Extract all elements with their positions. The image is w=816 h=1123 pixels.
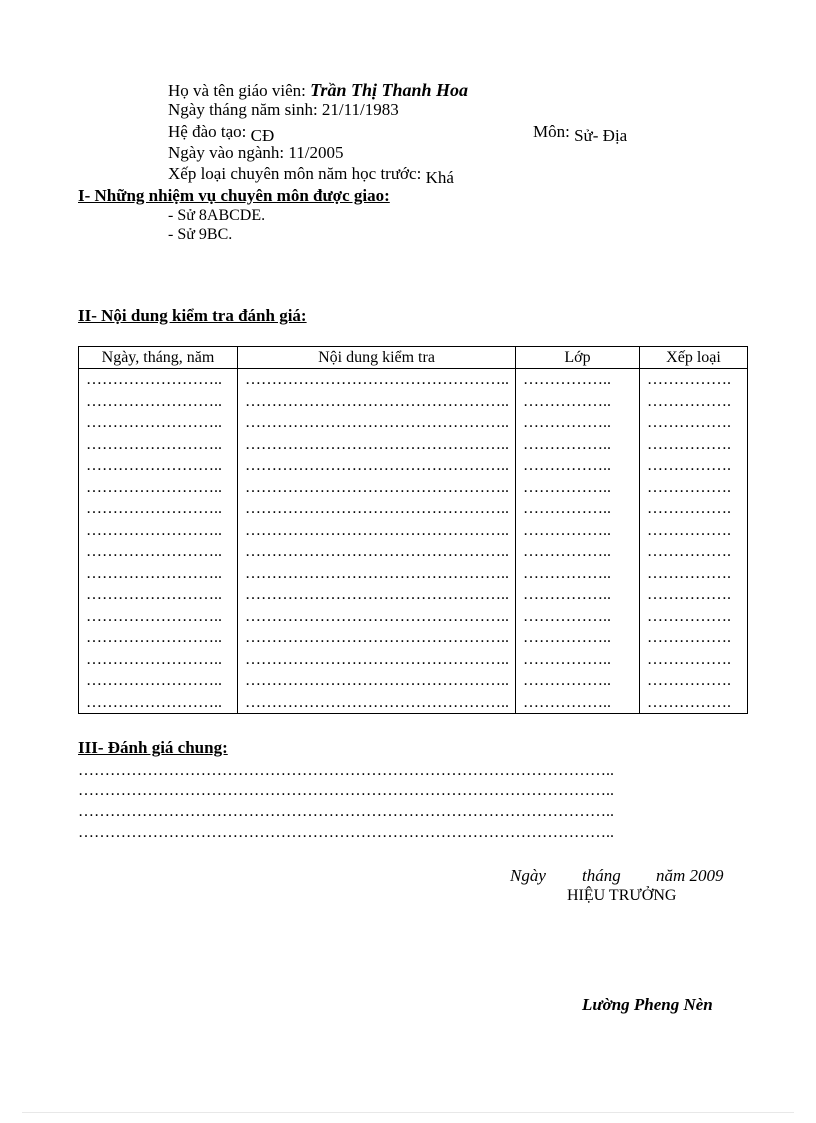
cell-content: ………………………………………….. (238, 584, 516, 606)
cell-date: …………………….. (79, 692, 238, 714)
birth-label: Ngày tháng năm sinh: (168, 100, 318, 119)
table-row (79, 541, 748, 563)
signature-date-year: năm 2009 (656, 866, 724, 885)
cell-content: ………………………………………….. (238, 649, 516, 671)
table-row (79, 498, 748, 520)
comment-line: ……………………………………………………………………………………….. (78, 762, 614, 779)
rating-value: Khá (425, 168, 454, 187)
cell-date: …………………….. (79, 412, 238, 434)
cell-class: …………….. (516, 434, 640, 456)
table-row (79, 627, 748, 649)
cell-content: ………………………………………….. (238, 412, 516, 434)
cell-class: …………….. (516, 520, 640, 542)
page-bottom-rule (22, 1112, 794, 1113)
cell-date: …………………….. (79, 563, 238, 585)
table-row (79, 520, 748, 542)
cell-rating: ……………. (640, 606, 748, 628)
signature-date-month: tháng (582, 866, 621, 885)
comment-line: ……………………………………………………………………………………….. (78, 824, 614, 841)
table-row (79, 434, 748, 456)
cell-date: …………………….. (79, 670, 238, 692)
cell-rating: ……………. (640, 563, 748, 585)
section2-heading: II- Nội dung kiểm tra đánh giá: (78, 306, 307, 325)
cell-rating: ……………. (640, 649, 748, 671)
subject-label: Môn: (533, 122, 570, 141)
table-row (79, 670, 748, 692)
cell-content: ………………………………………….. (238, 477, 516, 499)
table-row (79, 563, 748, 585)
join-value: 11/2005 (288, 143, 344, 162)
cell-content: ………………………………………….. (238, 520, 516, 542)
cell-date: …………………….. (79, 627, 238, 649)
teacher-name-line (168, 80, 468, 101)
table-row (79, 584, 748, 606)
section1-heading: I- Những nhiệm vụ chuyên môn được giao: (78, 186, 390, 205)
section3-heading: III- Đánh giá chung: (78, 738, 228, 757)
signature-name: Lường Pheng Nèn (582, 995, 713, 1014)
cell-rating: ……………. (640, 498, 748, 520)
column-header-date: Ngày, tháng, năm (79, 347, 238, 369)
table-header-row (79, 347, 748, 369)
cell-content: ………………………………………….. (238, 563, 516, 585)
cell-rating: ……………. (640, 520, 748, 542)
cell-content: ………………………………………….. (238, 455, 516, 477)
cell-class: …………….. (516, 391, 640, 413)
cell-class: …………….. (516, 455, 640, 477)
cell-date: …………………….. (79, 649, 238, 671)
cell-class: …………….. (516, 369, 640, 391)
cell-class: …………….. (516, 541, 640, 563)
cell-date: …………………….. (79, 434, 238, 456)
training-value: CĐ (250, 126, 275, 145)
cell-class: …………….. (516, 412, 640, 434)
cell-rating: ……………. (640, 369, 748, 391)
duty-item: - Sử 9BC. (168, 226, 233, 243)
signature-title: HIỆU TRƯỞNG (567, 887, 677, 904)
cell-date: …………………….. (79, 455, 238, 477)
comment-line: ……………………………………………………………………………………….. (78, 782, 614, 799)
table-row (79, 692, 748, 714)
cell-content: ………………………………………….. (238, 369, 516, 391)
table-row (79, 477, 748, 499)
training-line (168, 122, 275, 145)
cell-content: ………………………………………….. (238, 391, 516, 413)
subject-line (533, 122, 628, 145)
cell-rating: ……………. (640, 627, 748, 649)
table-row (79, 369, 748, 391)
teacher-name-value: Trần Thị Thanh Hoa (310, 80, 468, 100)
cell-class: …………….. (516, 584, 640, 606)
cell-rating: ……………. (640, 434, 748, 456)
cell-date: …………………….. (79, 391, 238, 413)
cell-class: …………….. (516, 563, 640, 585)
cell-rating: ……………. (640, 692, 748, 714)
evaluation-table (78, 346, 748, 714)
cell-date: …………………….. (79, 541, 238, 563)
table-body (79, 369, 748, 714)
cell-date: …………………….. (79, 520, 238, 542)
subject-value: Sử- Địa (574, 126, 628, 145)
cell-rating: ……………. (640, 670, 748, 692)
cell-rating: ……………. (640, 477, 748, 499)
join-line (168, 143, 343, 163)
cell-date: …………………….. (79, 584, 238, 606)
table-row (79, 391, 748, 413)
column-header-rating: Xếp loại (640, 347, 748, 369)
cell-class: …………….. (516, 627, 640, 649)
cell-content: ………………………………………….. (238, 670, 516, 692)
cell-content: ………………………………………….. (238, 627, 516, 649)
cell-content: ………………………………………….. (238, 434, 516, 456)
column-header-content: Nội dung kiểm tra (238, 347, 516, 369)
cell-class: …………….. (516, 477, 640, 499)
cell-rating: ……………. (640, 584, 748, 606)
rating-label: Xếp loại chuyên môn năm học trước: (168, 164, 422, 183)
birth-value: 21/11/1983 (321, 100, 399, 119)
cell-content: ………………………………………….. (238, 541, 516, 563)
cell-date: …………………….. (79, 369, 238, 391)
table-row (79, 455, 748, 477)
comment-line: ……………………………………………………………………………………….. (78, 803, 614, 820)
cell-date: …………………….. (79, 606, 238, 628)
cell-rating: ……………. (640, 455, 748, 477)
join-label: Ngày vào ngành: (168, 143, 285, 162)
table-row (79, 412, 748, 434)
rating-line (168, 164, 454, 187)
cell-class: …………….. (516, 692, 640, 714)
teacher-name-label: Họ và tên giáo viên: (168, 81, 306, 100)
cell-date: …………………….. (79, 477, 238, 499)
column-header-class: Lớp (516, 347, 640, 369)
cell-rating: ……………. (640, 541, 748, 563)
table-row (79, 649, 748, 671)
cell-content: ………………………………………….. (238, 606, 516, 628)
training-label: Hệ đào tạo: (168, 122, 247, 141)
cell-date: …………………….. (79, 498, 238, 520)
signature-date-day: Ngày (510, 866, 546, 885)
birth-line (168, 100, 399, 120)
cell-class: …………….. (516, 649, 640, 671)
cell-content: ………………………………………….. (238, 692, 516, 714)
cell-rating: ……………. (640, 412, 748, 434)
cell-content: ………………………………………….. (238, 498, 516, 520)
cell-rating: ……………. (640, 391, 748, 413)
duty-item: - Sử 8ABCDE. (168, 207, 266, 224)
cell-class: …………….. (516, 670, 640, 692)
cell-class: …………….. (516, 498, 640, 520)
cell-class: …………….. (516, 606, 640, 628)
table-row (79, 606, 748, 628)
